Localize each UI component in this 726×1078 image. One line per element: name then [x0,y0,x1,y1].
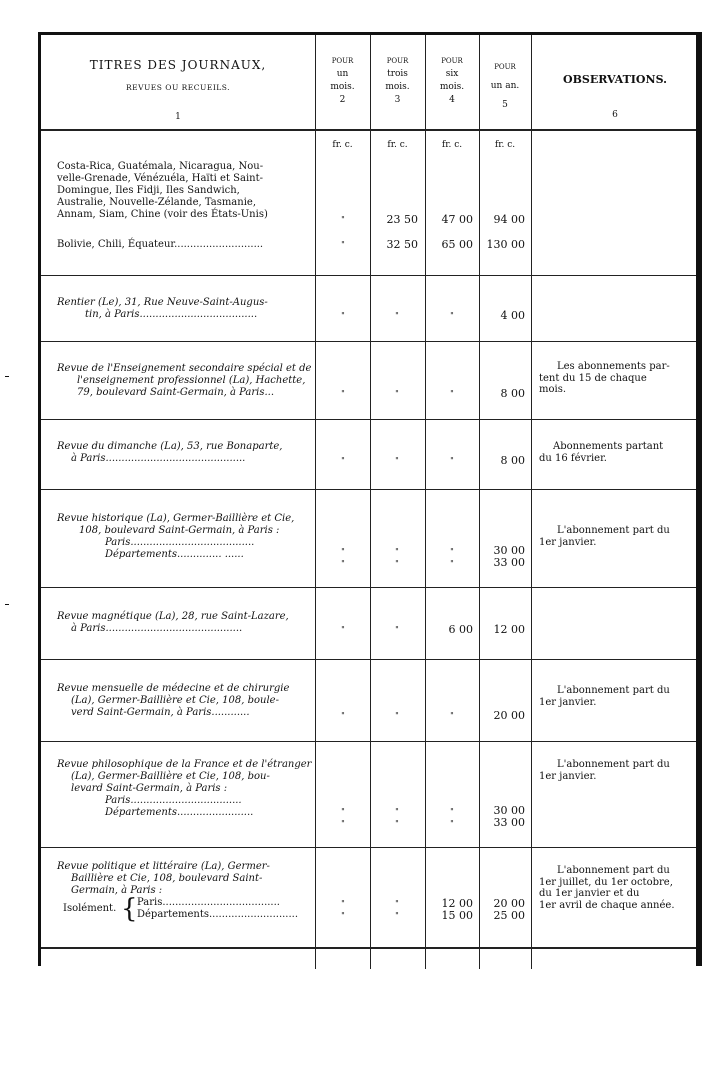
cell-1y: 12 00 [493,623,525,636]
table-row: Bolivie, Chili, Équateur............................ [57,239,264,250]
row-rule [41,489,696,490]
cell-6m: 12 00 [441,897,473,910]
cell-1y: 94 00 [493,213,525,226]
observation: L'abonnement part du 1er janvier. [539,685,670,708]
cell-1y: 8 00 [500,387,525,400]
cell-1y: 4 00 [500,309,525,322]
cell-3m: " [395,389,399,398]
table-frame [38,32,702,966]
cell-1m: " [341,547,345,556]
cell-1m: " [341,711,345,720]
cell-1m: " [341,819,345,828]
cell-1m: " [341,559,345,568]
cell-1y: 8 00 [500,454,525,467]
unit-col2: fr. c. [332,140,353,150]
cell-1m: " [341,240,345,249]
table-row: Revue de l'Enseignement secondaire spécial et de l'enseignement professionnel (La), Hachette, 79, boulevard Saint-Germain, à Paris... [57,363,312,398]
cell-3m: " [395,559,399,568]
cell-1y: 30 00 [493,544,525,557]
table-row: Revue mensuelle de médecine et de chirurgie (La), Germer-Baillière et Cie, 108, boule- verd Saint-Germain, à Paris............ [57,683,290,718]
cell-1m: " [341,911,345,920]
table-row: Revue historique (La), Germer-Baillière et Cie, 108, boulevard Saint-Germain, à Paris : Paris....................................... Départements.............. ...... [57,513,295,560]
col1-title: TITRES DES JOURNAUX, [89,58,267,72]
row-rule [41,659,696,660]
isolement-lines: Paris..................................... Départements............................ [137,897,299,920]
brace-icon: { [121,894,138,924]
row-rule [41,947,696,949]
cell-6m: 6 00 [448,623,473,636]
cell-3m: 32 50 [386,238,418,251]
unit-col5: fr. c. [494,140,516,150]
table-row: Revue magnétique (La), 28, rue Saint-Lazare, à Paris........................................... [57,611,289,634]
cell-1m: " [341,456,345,465]
col-sep-1 [315,35,316,969]
cell-1m: " [341,311,345,320]
observation: L'abonnement part du 1er juillet, du 1er octobre, du 1er janvier et du 1er avril de chaque année. [539,865,675,911]
row-rule [41,419,696,420]
cell-1m: " [341,625,345,634]
cell-1y: 30 00 [493,804,525,817]
cell-1m: " [341,899,345,908]
cell-6m: " [450,389,454,398]
cell-3m: " [395,625,399,634]
row-rule [41,741,696,742]
cell-1m: " [341,215,345,224]
cell-1m: " [341,807,345,816]
observation: Abonnements partant du 16 février. [539,441,664,464]
cell-3m: " [395,807,399,816]
isolement-label: Isolément. [63,903,117,914]
cell-6m: " [450,819,454,828]
cell-3m: " [395,711,399,720]
cell-6m: 65 00 [441,238,473,251]
cell-6m: " [450,711,454,720]
cell-1y: 33 00 [493,816,525,829]
row-rule [41,587,696,588]
observation: L'abonnement part du 1er janvier. [539,759,670,782]
unit-col3: fr. c. [387,140,408,150]
cell-6m: " [450,559,454,568]
cell-3m: 23 50 [386,213,418,226]
cell-3m: " [395,456,399,465]
col6-header: OBSERVATIONS. [563,73,667,86]
col4-header: POUR six mois. 4 [439,57,465,105]
header-rule [41,129,696,131]
col6-number: 6 [612,110,618,120]
col3-header: POUR trois mois. 3 [385,57,410,105]
row-rule [41,847,696,848]
row-rule [41,275,696,276]
cell-6m: " [450,456,454,465]
cell-6m: 15 00 [441,909,473,922]
table-row: Revue du dimanche (La), 53, rue Bonaparte, à Paris............................................ [57,441,283,464]
cell-3m: " [395,819,399,828]
cell-1m: " [341,389,345,398]
cell-3m: " [395,899,399,908]
scan-speck [5,376,9,377]
cell-1y: 20 00 [493,709,525,722]
cell-1y: 25 00 [493,909,525,922]
col1-number: 1 [175,112,181,122]
cell-3m: " [395,547,399,556]
observation: L'abonnement part du 1er janvier. [539,525,670,548]
col-sep-2 [370,35,371,969]
col5-header: POUR un an. 5 [490,63,520,110]
col-sep-3 [425,35,426,969]
cell-6m: 47 00 [441,213,473,226]
row-rule [41,341,696,342]
table-row: Revue philosophique de la France et de l'étranger (La), Germer-Baillière et Cie, 108, bou- levard Saint-Germain, à Paris : Paris................................... Départements........................ [57,759,312,818]
col1-subtitle: REVUES OU RECUEILS. [125,83,231,92]
cell-6m: " [450,311,454,320]
cell-3m: " [395,311,399,320]
cell-1y: 20 00 [493,897,525,910]
col2-header: POUR un mois. 2 [330,57,355,105]
observation: Les abonnements par- tent du 15 de chaque mois. [539,361,670,395]
cell-1y: 130 00 [486,238,525,251]
cell-6m: " [450,547,454,556]
cell-6m: " [450,807,454,816]
scan-speck [5,604,9,605]
unit-col4: fr. c. [441,140,463,150]
cell-1y: 33 00 [493,556,525,569]
table-row: Revue politique et littéraire (La), Germer- Baillière et Cie, 108, boulevard Saint- Germain, à Paris : [57,861,270,896]
cell-3m: " [395,911,399,920]
table-row: Costa-Rica, Guatémala, Nicaragua, Nou- velle-Grenade, Vénézuéla, Haïti et Saint- Domingue, Iles Fidji, Iles Sandwich, Australie, Nouvelle-Zélande, Tasmanie, Annam, Siam, Chine (voir des États-Unis) [57,161,268,220]
table-row: Rentier (Le), 31, Rue Neuve-Saint-Augus- tin, à Paris..................................... [57,297,268,320]
col-sep-5 [531,35,532,969]
